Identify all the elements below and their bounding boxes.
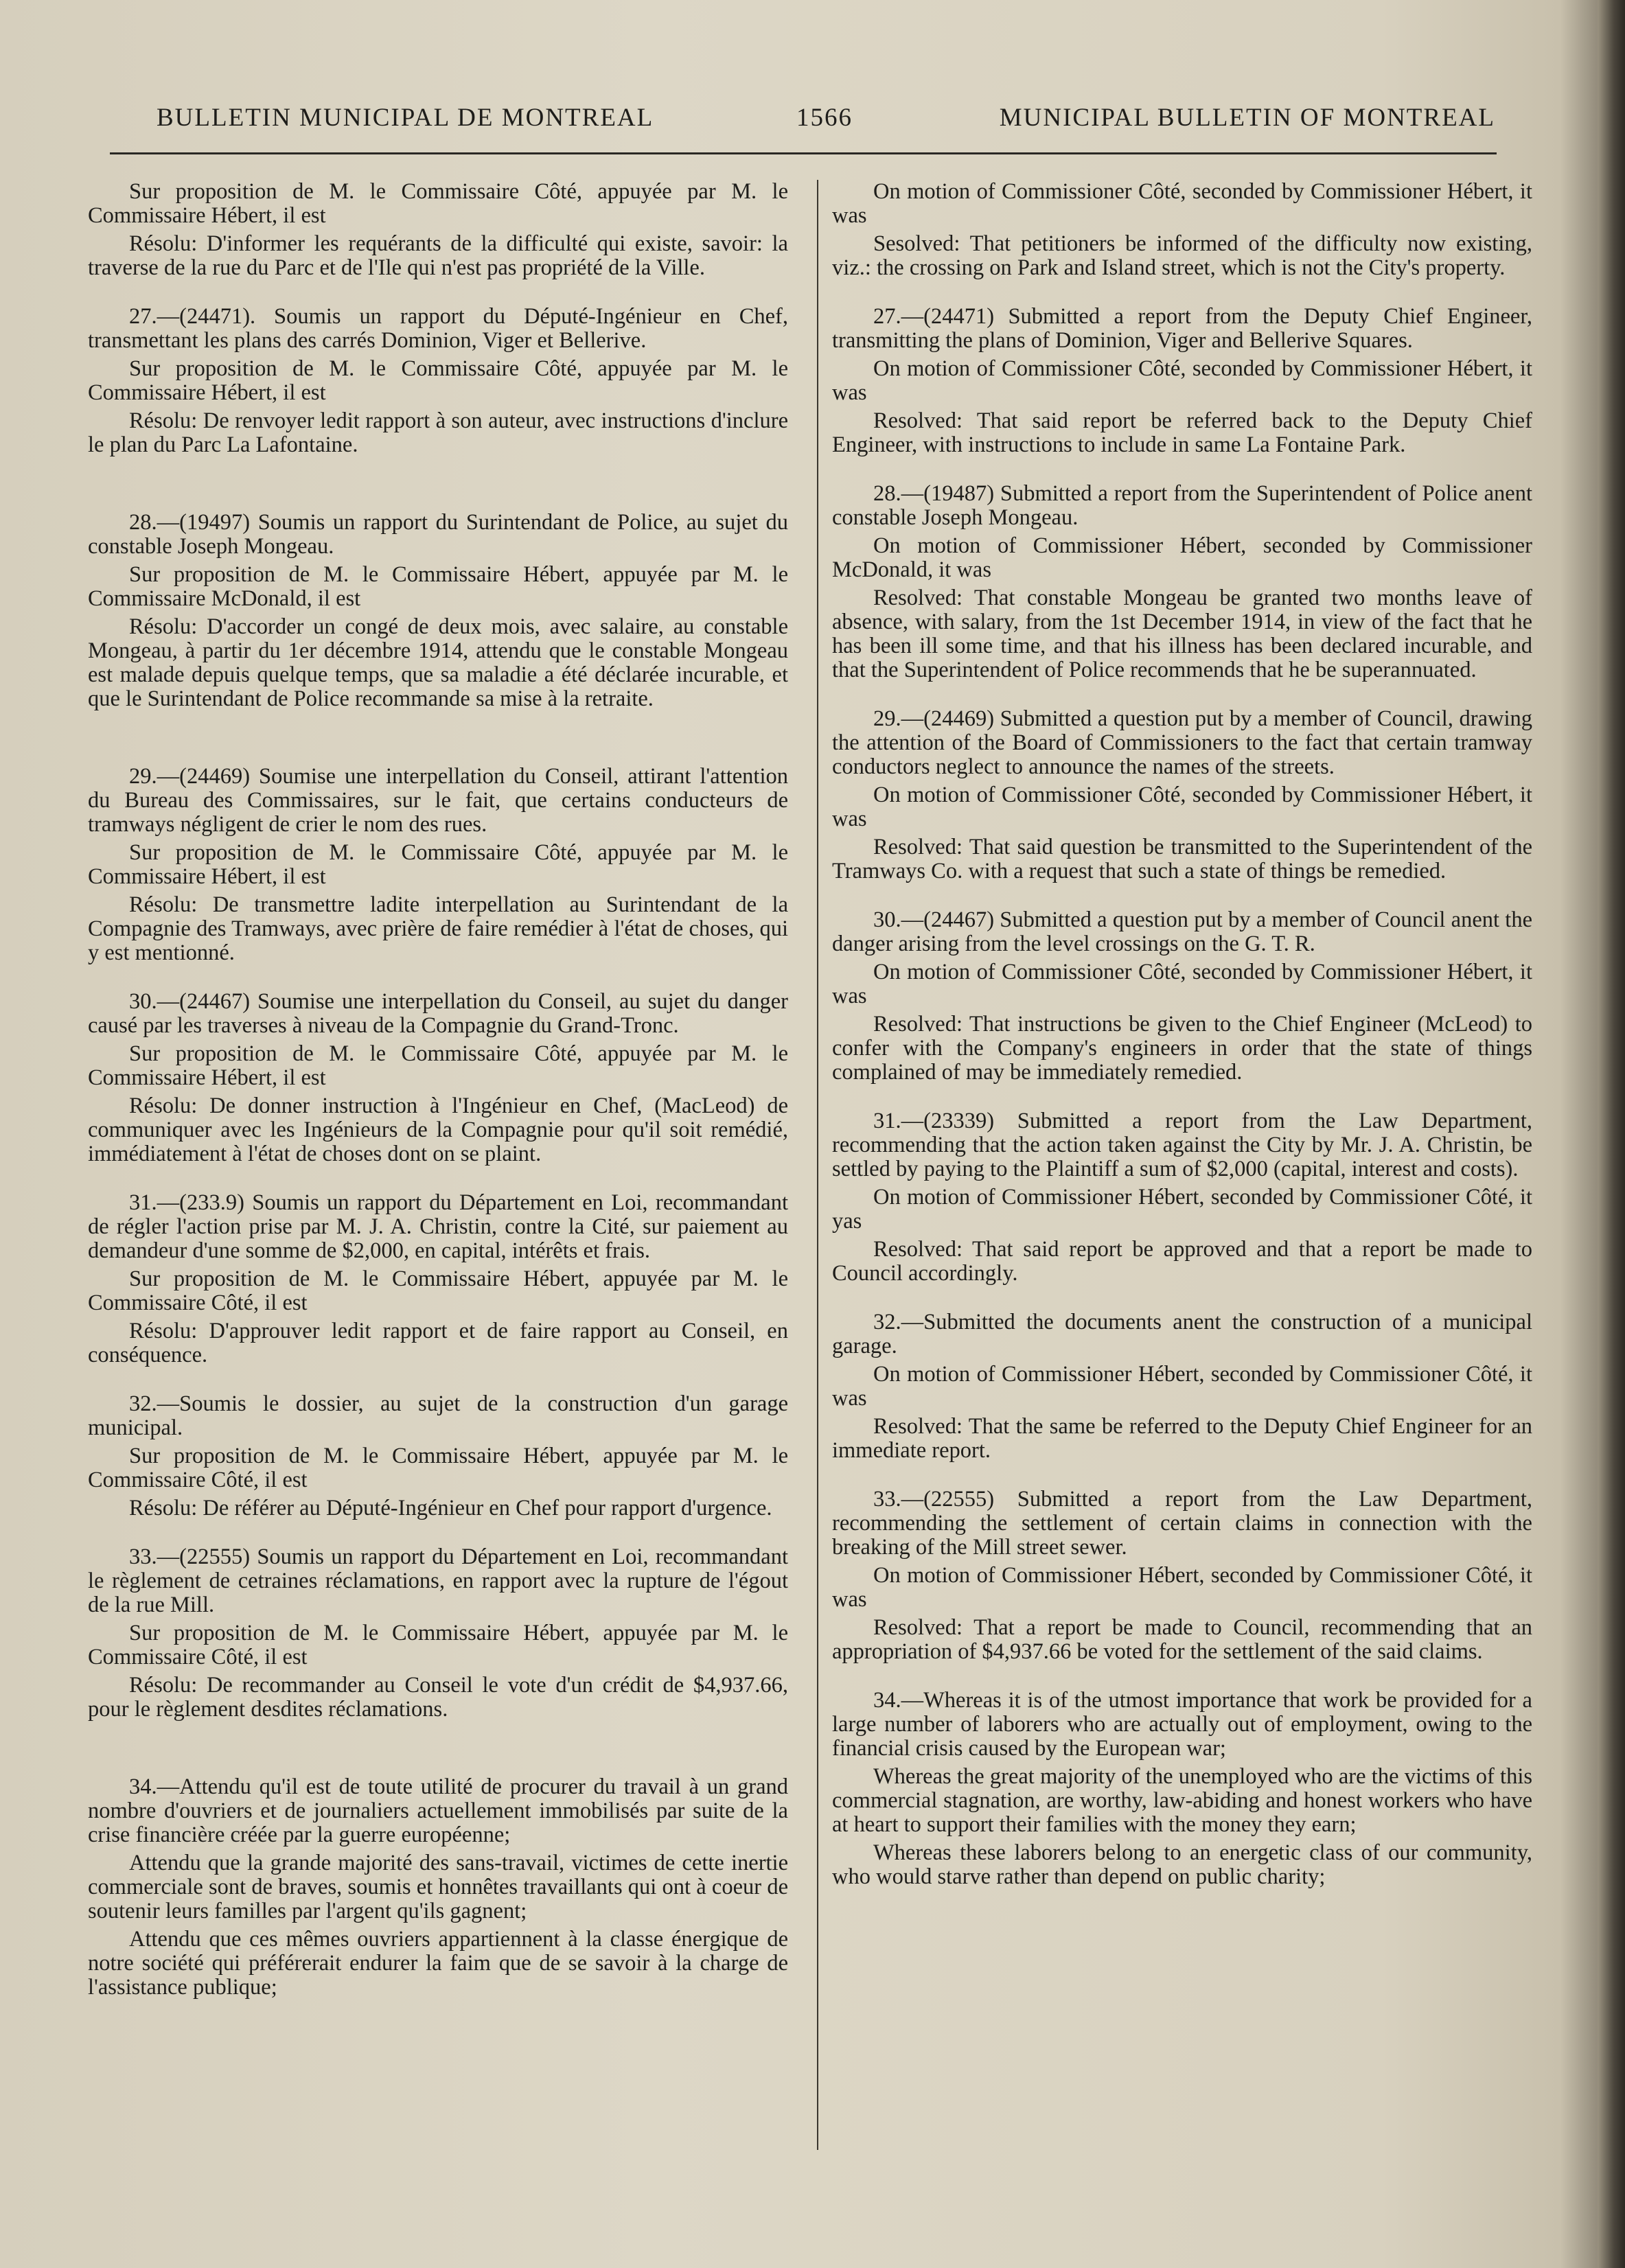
french-item-5 <box>88 1191 788 1367</box>
english-paragraph: Whereas these laborers belong to an energetic class of our community, who would starve rather than depend on public charity; <box>832 1840 1532 1889</box>
english-paragraph: Sesolved: That petitioners be informed of the difficulty now existing, viz.: the crossing on Park and Island street, which is not the City's property. <box>832 231 1532 280</box>
page-number: 1566 <box>796 104 853 132</box>
english-paragraph: On motion of Commissioner Côté, seconded by Commissioner Hébert, it was <box>832 179 1532 228</box>
french-paragraph: Sur proposition de M. le Commissaire Côté, appuyée par M. le Commissaire Hébert, il est <box>88 179 788 228</box>
english-paragraph: Resolved: That said question be transmitted to the Superintendent of the Tramways Co. with a request that such a state of things be remedied. <box>832 835 1532 883</box>
french-paragraph: Résolu: D'accorder un congé de deux mois, avec salaire, au constable Mongeau, à partir du 1er décembre 1914, attendu que le constable Mongeau est malade depuis quelque temps, que sa maladie a été déclarée incurable, et que le Surintendant de Police recommande sa mise à la retraite. <box>88 614 788 711</box>
french-paragraph: 29.—(24469) Soumise une interpellation du Conseil, attirant l'attention du Bureau des Commissaires, sur le fait, que certains conducteurs de tramways négligent de crier le nom des rues. <box>88 764 788 837</box>
column-divider <box>817 180 818 2150</box>
english-paragraph: On motion of Commissioner Hébert, seconded by Commissioner Côté, it was <box>832 1563 1532 1612</box>
french-item-2 <box>88 511 788 711</box>
english-paragraph: 30.—(24467) Submitted a question put by a member of Council anent the danger arising from the level crossings on the G. T. R. <box>832 907 1532 956</box>
header-english-title: MUNICIPAL BULLETIN OF MONTREAL <box>999 104 1495 132</box>
english-column <box>832 180 1532 1914</box>
english-paragraph: 33.—(22555) Submitted a report from the Law Department, recommending the settlement of certain claims in connection with the breaking of the Mill street sewer. <box>832 1487 1532 1560</box>
french-paragraph: 33.—(22555) Soumis un rapport du Département en Loi, recommandant le règlement de cetraines réclamations, en rapport avec la rupture de l'égout de la rue Mill. <box>88 1544 788 1617</box>
french-paragraph: Résolu: De transmettre ladite interpellation au Surintendant de la Compagnie des Tramways, avec prière de faire remédier à l'état de choses, qui y est mentionné. <box>88 892 788 965</box>
english-paragraph: 34.—Whereas it is of the utmost importance that work be provided for a large number of laborers who are actually out of employment, owing to the financial crisis caused by the European war; <box>832 1688 1532 1761</box>
english-paragraph: Resolved: That instructions be given to the Chief Engineer (McLeod) to confer with the Company's engineers in order that the state of things complained of may be immediately remedied. <box>832 1012 1532 1085</box>
english-paragraph: On motion of Commissioner Hébert, seconded by Commissioner Côté, it was <box>832 1362 1532 1411</box>
english-paragraph: 29.—(24469) Submitted a question put by a member of Council, drawing the attention of the Board of Commissioners to the fact that certain tramway conductors neglect to announce the names of the streets. <box>832 706 1532 779</box>
french-item-1 <box>88 305 788 457</box>
english-paragraph: 28.—(19487) Submitted a report from the Superintendent of Police anent constable Joseph Mongeau. <box>832 481 1532 530</box>
french-paragraph: Résolu: De donner instruction à l'Ingénieur en Chef, (MacLeod) de communiquer avec les Ingénieurs de la Compagnie pour qu'il soit remédié, immédiatement à l'état de choses dont on se plaint. <box>88 1094 788 1166</box>
english-paragraph: 32.—Submitted the documents anent the construction of a municipal garage. <box>832 1310 1532 1358</box>
french-paragraph: 34.—Attendu qu'il est de toute utilité de procurer du travail à un grand nombre d'ouvriers et de journaliers actuellement immobilisés par suite de la crise financière créée par la guerre européenne; <box>88 1774 788 1847</box>
french-paragraph: 32.—Soumis le dossier, au sujet de la construction d'un garage municipal. <box>88 1391 788 1440</box>
english-paragraph: Resolved: That said report be approved and that a report be made to Council accordingly. <box>832 1237 1532 1286</box>
header-rule <box>110 152 1497 154</box>
french-item-4 <box>88 990 788 1166</box>
header-french-title: BULLETIN MUNICIPAL DE MONTREAL <box>157 104 654 132</box>
french-paragraph: 28.—(19497) Soumis un rapport du Surintendant de Police, au sujet du constable Joseph Mongeau. <box>88 510 788 559</box>
english-item-2 <box>832 482 1532 682</box>
page-header <box>157 103 1495 137</box>
english-item-4 <box>832 908 1532 1085</box>
french-item-8 <box>88 1775 788 2000</box>
french-paragraph: Résolu: De référer au Député-Ingénieur en Chef pour rapport d'urgence. <box>129 1496 772 1520</box>
french-paragraph: 30.—(24467) Soumise une interpellation du Conseil, au sujet du danger causé par les traverses à niveau de la Compagnie du Grand-Tronc. <box>88 989 788 1038</box>
english-paragraph: Whereas the great majority of the unemployed who are the victims of this commercial stagnation, are worthy, law-abiding and honest workers who have at heart to support their families with the money they earn; <box>832 1764 1532 1837</box>
french-paragraph: Attendu que la grande majorité des sans-travail, victimes de cette inertie commerciale sont de braves, soumis et honnêtes travaillants qui ont à coeur de soutenir leurs familles par l'argent qu'ils gagnent; <box>88 1851 788 1923</box>
french-paragraph: Résolu: D'approuver ledit rapport et de faire rapport au Conseil, en conséquence. <box>88 1319 788 1367</box>
page-spine-shadow <box>1598 0 1625 2268</box>
english-paragraph: On motion of Commissioner Côté, seconded by Commissioner Hébert, it was <box>832 960 1532 1008</box>
english-paragraph: 31.—(23339) Submitted a report from the Law Department, recommending that the action taken against the City by Mr. J. A. Christin, be settled by paying to the Plaintiff a sum of $2,000 (capital, interest and costs). <box>832 1109 1532 1181</box>
french-paragraph: Résolu: D'informer les requérants de la difficulté qui existe, savoir: la traverse de la rue du Parc et de l'Ile qui n'est pas propriété de la Ville. <box>88 231 788 280</box>
english-item-6 <box>832 1310 1532 1463</box>
french-paragraph: Sur proposition de M. le Commissaire Côté, appuyée par M. le Commissaire Hébert, il est <box>88 356 788 405</box>
english-paragraph: On motion of Commissioner Côté, seconded by Commissioner Hébert, it was <box>832 356 1532 405</box>
english-paragraph: Resolved: That said report be referred back to the Deputy Chief Engineer, with instructions to include in same La Fontaine Park. <box>832 408 1532 457</box>
english-paragraph: On motion of Commissioner Hébert, seconded by Commissioner Côté, it yas <box>832 1185 1532 1234</box>
french-paragraph: Sur proposition de M. le Commissaire Hébert, appuyée par M. le Commissaire Côté, il est <box>88 1266 788 1315</box>
french-paragraph: Résolu: De recommander au Conseil le vote d'un crédit de $4,937.66, pour le règlement desdites réclamations. <box>88 1673 788 1722</box>
french-paragraph: Sur proposition de M. le Commissaire Hébert, appuyée par M. le Commissaire Côté, il est <box>88 1621 788 1669</box>
english-item-7 <box>832 1488 1532 1664</box>
english-item-0 <box>832 180 1532 280</box>
french-paragraph: Résolu: De renvoyer ledit rapport à son auteur, avec instructions d'inclure le plan du Parc La Lafontaine. <box>88 408 788 457</box>
english-item-5 <box>832 1109 1532 1286</box>
french-item-0 <box>88 180 788 280</box>
french-paragraph: Attendu que ces mêmes ouvriers appartiennent à la classe énergique de notre société qui préférerait endurer la faim que de se savoir à la charge de l'assistance publique; <box>88 1927 788 2000</box>
english-paragraph: Resolved: That the same be referred to the Deputy Chief Engineer for an immediate report. <box>832 1414 1532 1463</box>
english-paragraph: On motion of Commissioner Hébert, seconded by Commissioner McDonald, it was <box>832 533 1532 582</box>
french-paragraph: Sur proposition de M. le Commissaire Hébert, appuyée par M. le Commissaire Côté, il est <box>88 1444 788 1492</box>
french-paragraph: Sur proposition de M. le Commissaire Côté, appuyée par M. le Commissaire Hébert, il est <box>88 840 788 889</box>
french-paragraph: Sur proposition de M. le Commissaire Hébert, appuyée par M. le Commissaire McDonald, il est <box>88 562 788 611</box>
french-column <box>88 180 788 2024</box>
french-item-6 <box>88 1392 788 1520</box>
french-paragraph: 27.—(24471). Soumis un rapport du Député-Ingénieur en Chef, transmettant les plans des carrés Dominion, Viger et Bellerive. <box>88 304 788 353</box>
english-item-8 <box>832 1689 1532 1889</box>
english-paragraph: Resolved: That constable Mongeau be granted two months leave of absence, with salary, from the 1st December 1914, in view of the fact that he has been ill some time, and that his illness has been declared incurable, and that the Superintendent of Police recommends that he be superannuated. <box>832 586 1532 682</box>
english-item-3 <box>832 707 1532 883</box>
french-paragraph: 31.—(233.9) Soumis un rapport du Département en Loi, recommandant de régler l'action prise par M. J. A. Christin, contre la Cité, sur paiement au demandeur d'une somme de $2,000, en capital, intérêts et frais. <box>88 1190 788 1263</box>
english-paragraph: Resolved: That a report be made to Council, recommending that an appropriation of $4,937.66 be voted for the settlement of the said claims. <box>832 1615 1532 1664</box>
english-paragraph: 27.—(24471) Submitted a report from the Deputy Chief Engineer, transmitting the plans of Dominion, Viger and Bellerive Squares. <box>832 304 1532 353</box>
french-item-7 <box>88 1545 788 1722</box>
french-item-3 <box>88 765 788 965</box>
english-item-1 <box>832 305 1532 457</box>
english-paragraph: On motion of Commissioner Côté, seconded by Commissioner Hébert, it was <box>832 783 1532 831</box>
french-paragraph: Sur proposition de M. le Commissaire Côté, appuyée par M. le Commissaire Hébert, il est <box>88 1041 788 1090</box>
